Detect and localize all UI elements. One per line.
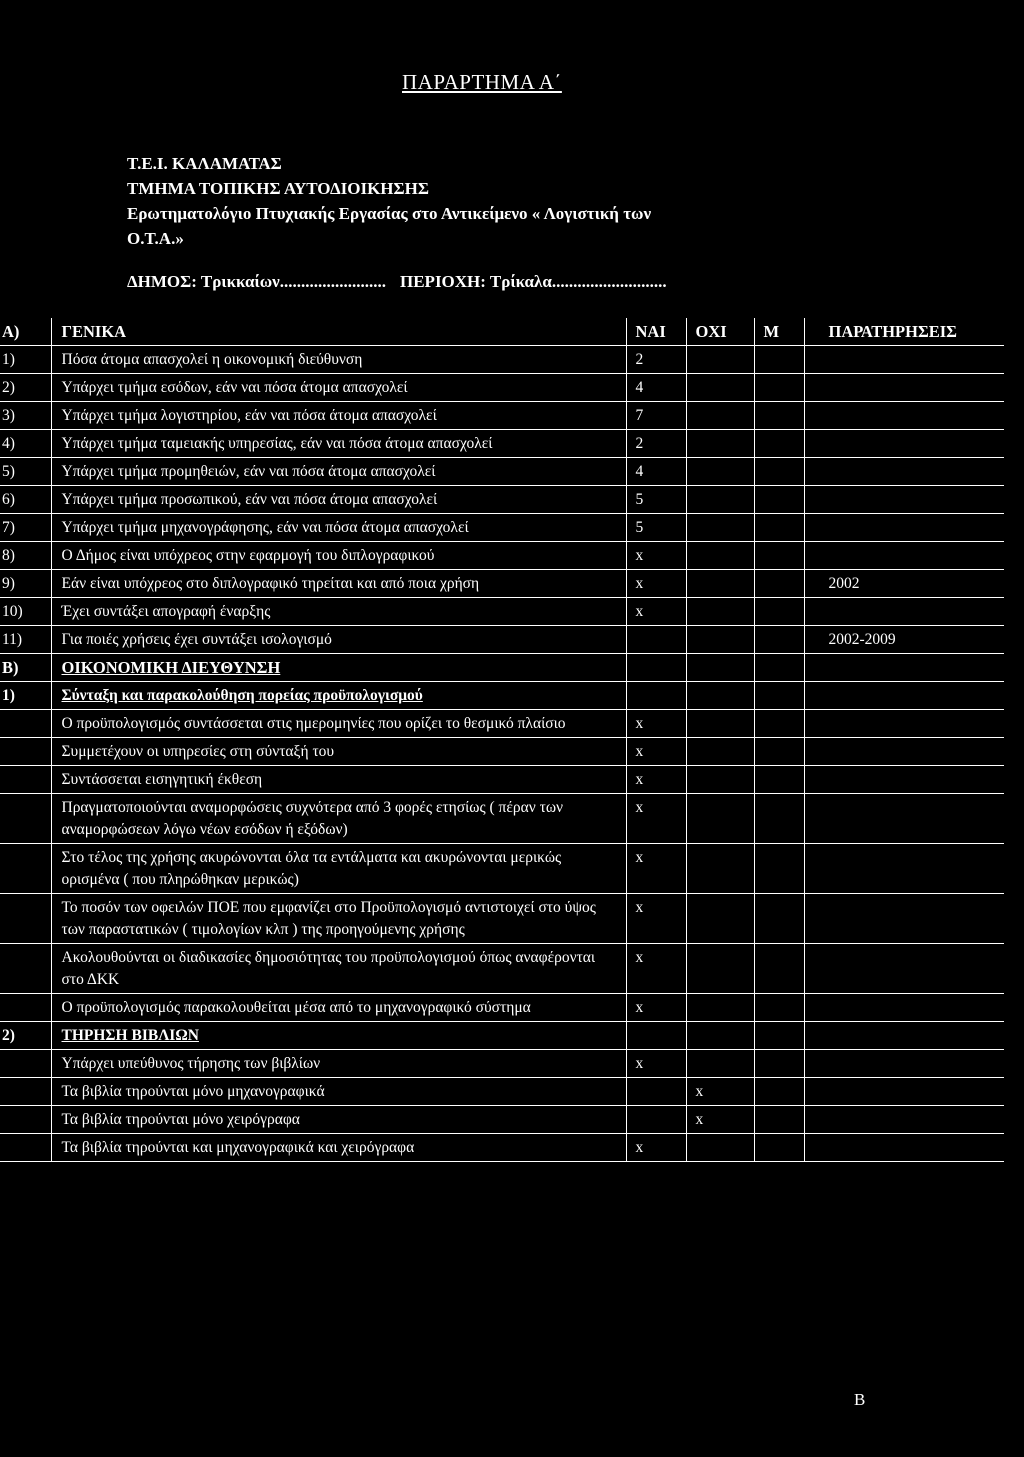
- question-cell: ΓΕΝΙΚΑ: [51, 318, 626, 346]
- yes-cell: [626, 1022, 686, 1050]
- questionnaire-title-cont: Ο.Τ.Α.»: [127, 229, 184, 248]
- department-name: ΤΜΗΜΑ ΤΟΠΙΚΗΣ ΑΥΤΟΔΙΟΙΚΗΣΗΣ: [127, 179, 429, 198]
- question-cell: Συντάσσεται εισηγητική έκθεση: [51, 766, 626, 794]
- question-cell: Στο τέλος της χρήσης ακυρώνονται όλα τα εντάλματα και ακυρώνονται μερικώς ορισμένα ( που πληρώθηκαν μερικώς): [51, 844, 626, 894]
- remarks-cell: 2002-2009: [804, 626, 1004, 654]
- remarks-cell: [804, 682, 1004, 710]
- no-cell: [686, 346, 754, 374]
- yes-cell: x: [626, 1050, 686, 1078]
- table-row: [0, 374, 1004, 402]
- question-cell: Πόσα άτομα απασχολεί η οικονομική διεύθυνση: [51, 346, 626, 374]
- question-cell: Σύνταξη και παρακολούθηση πορείας προϋπολογισμού: [51, 682, 626, 710]
- no-cell: [686, 486, 754, 514]
- no-cell: [686, 570, 754, 598]
- remarks-cell: [804, 794, 1004, 844]
- table-row: [0, 1106, 1004, 1134]
- remarks-cell: [804, 598, 1004, 626]
- yes-cell: x: [626, 710, 686, 738]
- yes-cell: 5: [626, 486, 686, 514]
- no-cell: [686, 994, 754, 1022]
- remarks-cell: [804, 894, 1004, 944]
- yes-cell: x: [626, 944, 686, 994]
- table-row: [0, 710, 1004, 738]
- row-number-cell: [0, 1106, 51, 1134]
- question-cell: Ο Δήμος είναι υπόχρεος στην εφαρμογή του διπλογραφικού: [51, 542, 626, 570]
- no-cell: [686, 598, 754, 626]
- row-number-cell: [0, 944, 51, 994]
- row-number-cell: [0, 894, 51, 944]
- yes-cell: [626, 1078, 686, 1106]
- m-cell: [754, 458, 804, 486]
- no-cell: x: [686, 1078, 754, 1106]
- row-number-cell: 7): [0, 514, 51, 542]
- table-row: [0, 738, 1004, 766]
- row-number-cell: Β): [0, 654, 51, 682]
- row-number-cell: [0, 844, 51, 894]
- remarks-cell: [804, 1106, 1004, 1134]
- table-row: [0, 430, 1004, 458]
- table-row: [0, 894, 1004, 944]
- m-cell: [754, 710, 804, 738]
- m-cell: [754, 794, 804, 844]
- no-cell: [686, 766, 754, 794]
- question-cell: Πραγματοποιούνται αναμορφώσεις συχνότερα από 3 φορές ετησίως ( πέραν των αναμορφώσεων λόγω νέων εσόδων ή εξόδων): [51, 794, 626, 844]
- remarks-cell: [804, 430, 1004, 458]
- remarks-cell: [804, 766, 1004, 794]
- m-cell: [754, 1106, 804, 1134]
- remarks-cell: ΠΑΡΑΤΗΡΗΣΕΙΣ: [804, 318, 1004, 346]
- question-cell: Υπάρχει τμήμα ταμειακής υπηρεσίας, εάν ναι πόσα άτομα απασχολεί: [51, 430, 626, 458]
- no-cell: [686, 626, 754, 654]
- questionnaire-table: [0, 318, 1004, 1162]
- m-cell: [754, 682, 804, 710]
- row-number-cell: 8): [0, 542, 51, 570]
- table-row: [0, 402, 1004, 430]
- yes-cell: [626, 654, 686, 682]
- question-cell: Ο προϋπολογισμός συντάσσεται στις ημερομηνίες που ορίζει το θεσμικό πλαίσιο: [51, 710, 626, 738]
- yes-cell: x: [626, 738, 686, 766]
- remarks-cell: [804, 1050, 1004, 1078]
- table-row: [0, 654, 1004, 682]
- remarks-cell: [804, 374, 1004, 402]
- m-cell: [754, 844, 804, 894]
- remarks-cell: [804, 844, 1004, 894]
- question-cell: Ο προϋπολογισμός παρακολουθείται μέσα από το μηχανογραφικό σύστημα: [51, 994, 626, 1022]
- no-cell: [686, 738, 754, 766]
- remarks-cell: [804, 486, 1004, 514]
- no-cell: x: [686, 1106, 754, 1134]
- row-number-cell: 10): [0, 598, 51, 626]
- no-cell: [686, 944, 754, 994]
- m-cell: [754, 402, 804, 430]
- yes-cell: x: [626, 994, 686, 1022]
- m-cell: [754, 1022, 804, 1050]
- no-cell: [686, 682, 754, 710]
- row-number-cell: 2): [0, 374, 51, 402]
- yes-cell: x: [626, 794, 686, 844]
- row-number-cell: [0, 994, 51, 1022]
- m-cell: [754, 994, 804, 1022]
- table-row: [0, 766, 1004, 794]
- m-cell: [754, 766, 804, 794]
- table-row: [0, 994, 1004, 1022]
- table-row: [0, 1134, 1004, 1162]
- yes-cell: [626, 1106, 686, 1134]
- question-cell: Υπάρχει τμήμα προσωπικού, εάν ναι πόσα άτομα απασχολεί: [51, 486, 626, 514]
- remarks-cell: [804, 1134, 1004, 1162]
- row-number-cell: 4): [0, 430, 51, 458]
- yes-cell: x: [626, 844, 686, 894]
- yes-cell: [626, 626, 686, 654]
- remarks-cell: [804, 994, 1004, 1022]
- question-cell: Τα βιβλία τηρούνται μόνο χειρόγραφα: [51, 1106, 626, 1134]
- question-cell: Ακολουθούνται οι διαδικασίες δημοσιότητας του προϋπολογισμού όπως αναφέρονται στο ΔΚΚ: [51, 944, 626, 994]
- table-row: [0, 346, 1004, 374]
- question-cell: Υπάρχει υπεύθυνος τήρησης των βιβλίων: [51, 1050, 626, 1078]
- question-cell: Υπάρχει τμήμα λογιστηρίου, εάν ναι πόσα άτομα απασχολεί: [51, 402, 626, 430]
- row-number-cell: [0, 766, 51, 794]
- yes-cell: 7: [626, 402, 686, 430]
- remarks-cell: [804, 1078, 1004, 1106]
- table-row: [0, 570, 1004, 598]
- yes-cell: 5: [626, 514, 686, 542]
- m-cell: [754, 626, 804, 654]
- table-row: [0, 514, 1004, 542]
- table-row: [0, 844, 1004, 894]
- table-row: [0, 458, 1004, 486]
- no-cell: [686, 654, 754, 682]
- row-number-cell: Α): [0, 318, 51, 346]
- no-cell: [686, 1022, 754, 1050]
- yes-cell: ΝΑΙ: [626, 318, 686, 346]
- m-cell: [754, 944, 804, 994]
- remarks-cell: [804, 944, 1004, 994]
- m-cell: [754, 374, 804, 402]
- row-number-cell: 1): [0, 682, 51, 710]
- yes-cell: 2: [626, 430, 686, 458]
- no-cell: [686, 542, 754, 570]
- remarks-cell: [804, 402, 1004, 430]
- table-row: [0, 486, 1004, 514]
- m-cell: [754, 514, 804, 542]
- no-cell: ΟΧΙ: [686, 318, 754, 346]
- remarks-cell: [804, 654, 1004, 682]
- question-cell: ΤΗΡΗΣΗ ΒΙΒΛΙΩΝ: [51, 1022, 626, 1050]
- document-header: [127, 151, 651, 251]
- m-cell: [754, 542, 804, 570]
- question-cell: Τα βιβλία τηρούνται μόνο μηχανογραφικά: [51, 1078, 626, 1106]
- m-cell: [754, 1078, 804, 1106]
- table-row: [0, 1050, 1004, 1078]
- no-cell: [686, 894, 754, 944]
- yes-cell: x: [626, 894, 686, 944]
- remarks-cell: [804, 710, 1004, 738]
- row-number-cell: 2): [0, 1022, 51, 1050]
- question-cell: Το ποσόν των οφειλών ΠΟΕ που εμφανίζει στο Προϋπολογισμό αντιστοιχεί στο ύψος των παραστατικών ( τιμολογίων κλπ ) της προηγούμενης χρήσης: [51, 894, 626, 944]
- m-cell: [754, 486, 804, 514]
- row-number-cell: 9): [0, 570, 51, 598]
- row-number-cell: [0, 1050, 51, 1078]
- m-cell: [754, 570, 804, 598]
- m-cell: [754, 654, 804, 682]
- remarks-cell: [804, 542, 1004, 570]
- m-cell: [754, 894, 804, 944]
- no-cell: [686, 402, 754, 430]
- yes-cell: x: [626, 766, 686, 794]
- question-cell: Υπάρχει τμήμα προμηθειών, εάν ναι πόσα άτομα απασχολεί: [51, 458, 626, 486]
- question-cell: Έχει συντάξει απογραφή έναρξης: [51, 598, 626, 626]
- no-cell: [686, 710, 754, 738]
- remarks-cell: [804, 738, 1004, 766]
- remarks-cell: 2002: [804, 570, 1004, 598]
- yes-cell: 4: [626, 374, 686, 402]
- question-cell: Συμμετέχουν οι υπηρεσίες στη σύνταξή του: [51, 738, 626, 766]
- no-cell: [686, 844, 754, 894]
- yes-cell: [626, 682, 686, 710]
- row-number-cell: 11): [0, 626, 51, 654]
- no-cell: [686, 374, 754, 402]
- row-number-cell: 1): [0, 346, 51, 374]
- yes-cell: x: [626, 1134, 686, 1162]
- table-header-row: [0, 318, 1004, 346]
- table-row: [0, 1022, 1004, 1050]
- remarks-cell: [804, 346, 1004, 374]
- institution-name: Τ.Ε.Ι. ΚΑΛΑΜΑΤΑΣ: [127, 154, 282, 173]
- row-number-cell: 5): [0, 458, 51, 486]
- remarks-cell: [804, 1022, 1004, 1050]
- region-field: ΠΕΡΙΟΧΗ: Τρίκαλα...........................: [400, 272, 667, 291]
- questionnaire-title: Ερωτηματολόγιο Πτυχιακής Εργασίας στο Αντικείμενο « Λογιστική των: [127, 204, 652, 223]
- question-cell: Για ποιές χρήσεις έχει συντάξει ισολογισμό: [51, 626, 626, 654]
- remarks-cell: [804, 514, 1004, 542]
- no-cell: [686, 430, 754, 458]
- row-number-cell: 6): [0, 486, 51, 514]
- no-cell: [686, 1050, 754, 1078]
- yes-cell: x: [626, 542, 686, 570]
- page-title: ΠΑΡΑΡΤΗΜΑ Α΄: [402, 70, 562, 94]
- m-cell: [754, 346, 804, 374]
- table-row: [0, 542, 1004, 570]
- yes-cell: 4: [626, 458, 686, 486]
- question-cell: Υπάρχει τμήμα εσόδων, εάν ναι πόσα άτομα απασχολεί: [51, 374, 626, 402]
- no-cell: [686, 458, 754, 486]
- row-number-cell: [0, 1134, 51, 1162]
- row-number-cell: [0, 738, 51, 766]
- row-number-cell: [0, 1078, 51, 1106]
- municipality-field: ΔΗΜΟΣ: Τρικκαίων.........................: [127, 272, 386, 291]
- no-cell: [686, 514, 754, 542]
- table-row: [0, 598, 1004, 626]
- no-cell: [686, 1134, 754, 1162]
- m-cell: [754, 1050, 804, 1078]
- municipality-line: [127, 272, 667, 292]
- row-number-cell: [0, 794, 51, 844]
- question-cell: Υπάρχει τμήμα μηχανογράφησης, εάν ναι πόσα άτομα απασχολεί: [51, 514, 626, 542]
- yes-cell: x: [626, 598, 686, 626]
- yes-cell: x: [626, 570, 686, 598]
- m-cell: [754, 1134, 804, 1162]
- table-row: [0, 794, 1004, 844]
- question-cell: ΟΙΚΟΝΟΜΙΚΗ ΔΙΕΥΘΥΝΣΗ: [51, 654, 626, 682]
- table-row: [0, 1078, 1004, 1106]
- m-cell: Μ: [754, 318, 804, 346]
- table-row: [0, 944, 1004, 994]
- yes-cell: 2: [626, 346, 686, 374]
- remarks-cell: [804, 458, 1004, 486]
- question-cell: Εάν είναι υπόχρεος στο διπλογραφικό τηρείται και από ποια χρήση: [51, 570, 626, 598]
- no-cell: [686, 794, 754, 844]
- row-number-cell: [0, 710, 51, 738]
- m-cell: [754, 598, 804, 626]
- m-cell: [754, 430, 804, 458]
- page-marker: Β: [854, 1390, 866, 1409]
- table-row: [0, 626, 1004, 654]
- row-number-cell: 3): [0, 402, 51, 430]
- question-cell: Τα βιβλία τηρούνται και μηχανογραφικά και χειρόγραφα: [51, 1134, 626, 1162]
- m-cell: [754, 738, 804, 766]
- table-row: [0, 682, 1004, 710]
